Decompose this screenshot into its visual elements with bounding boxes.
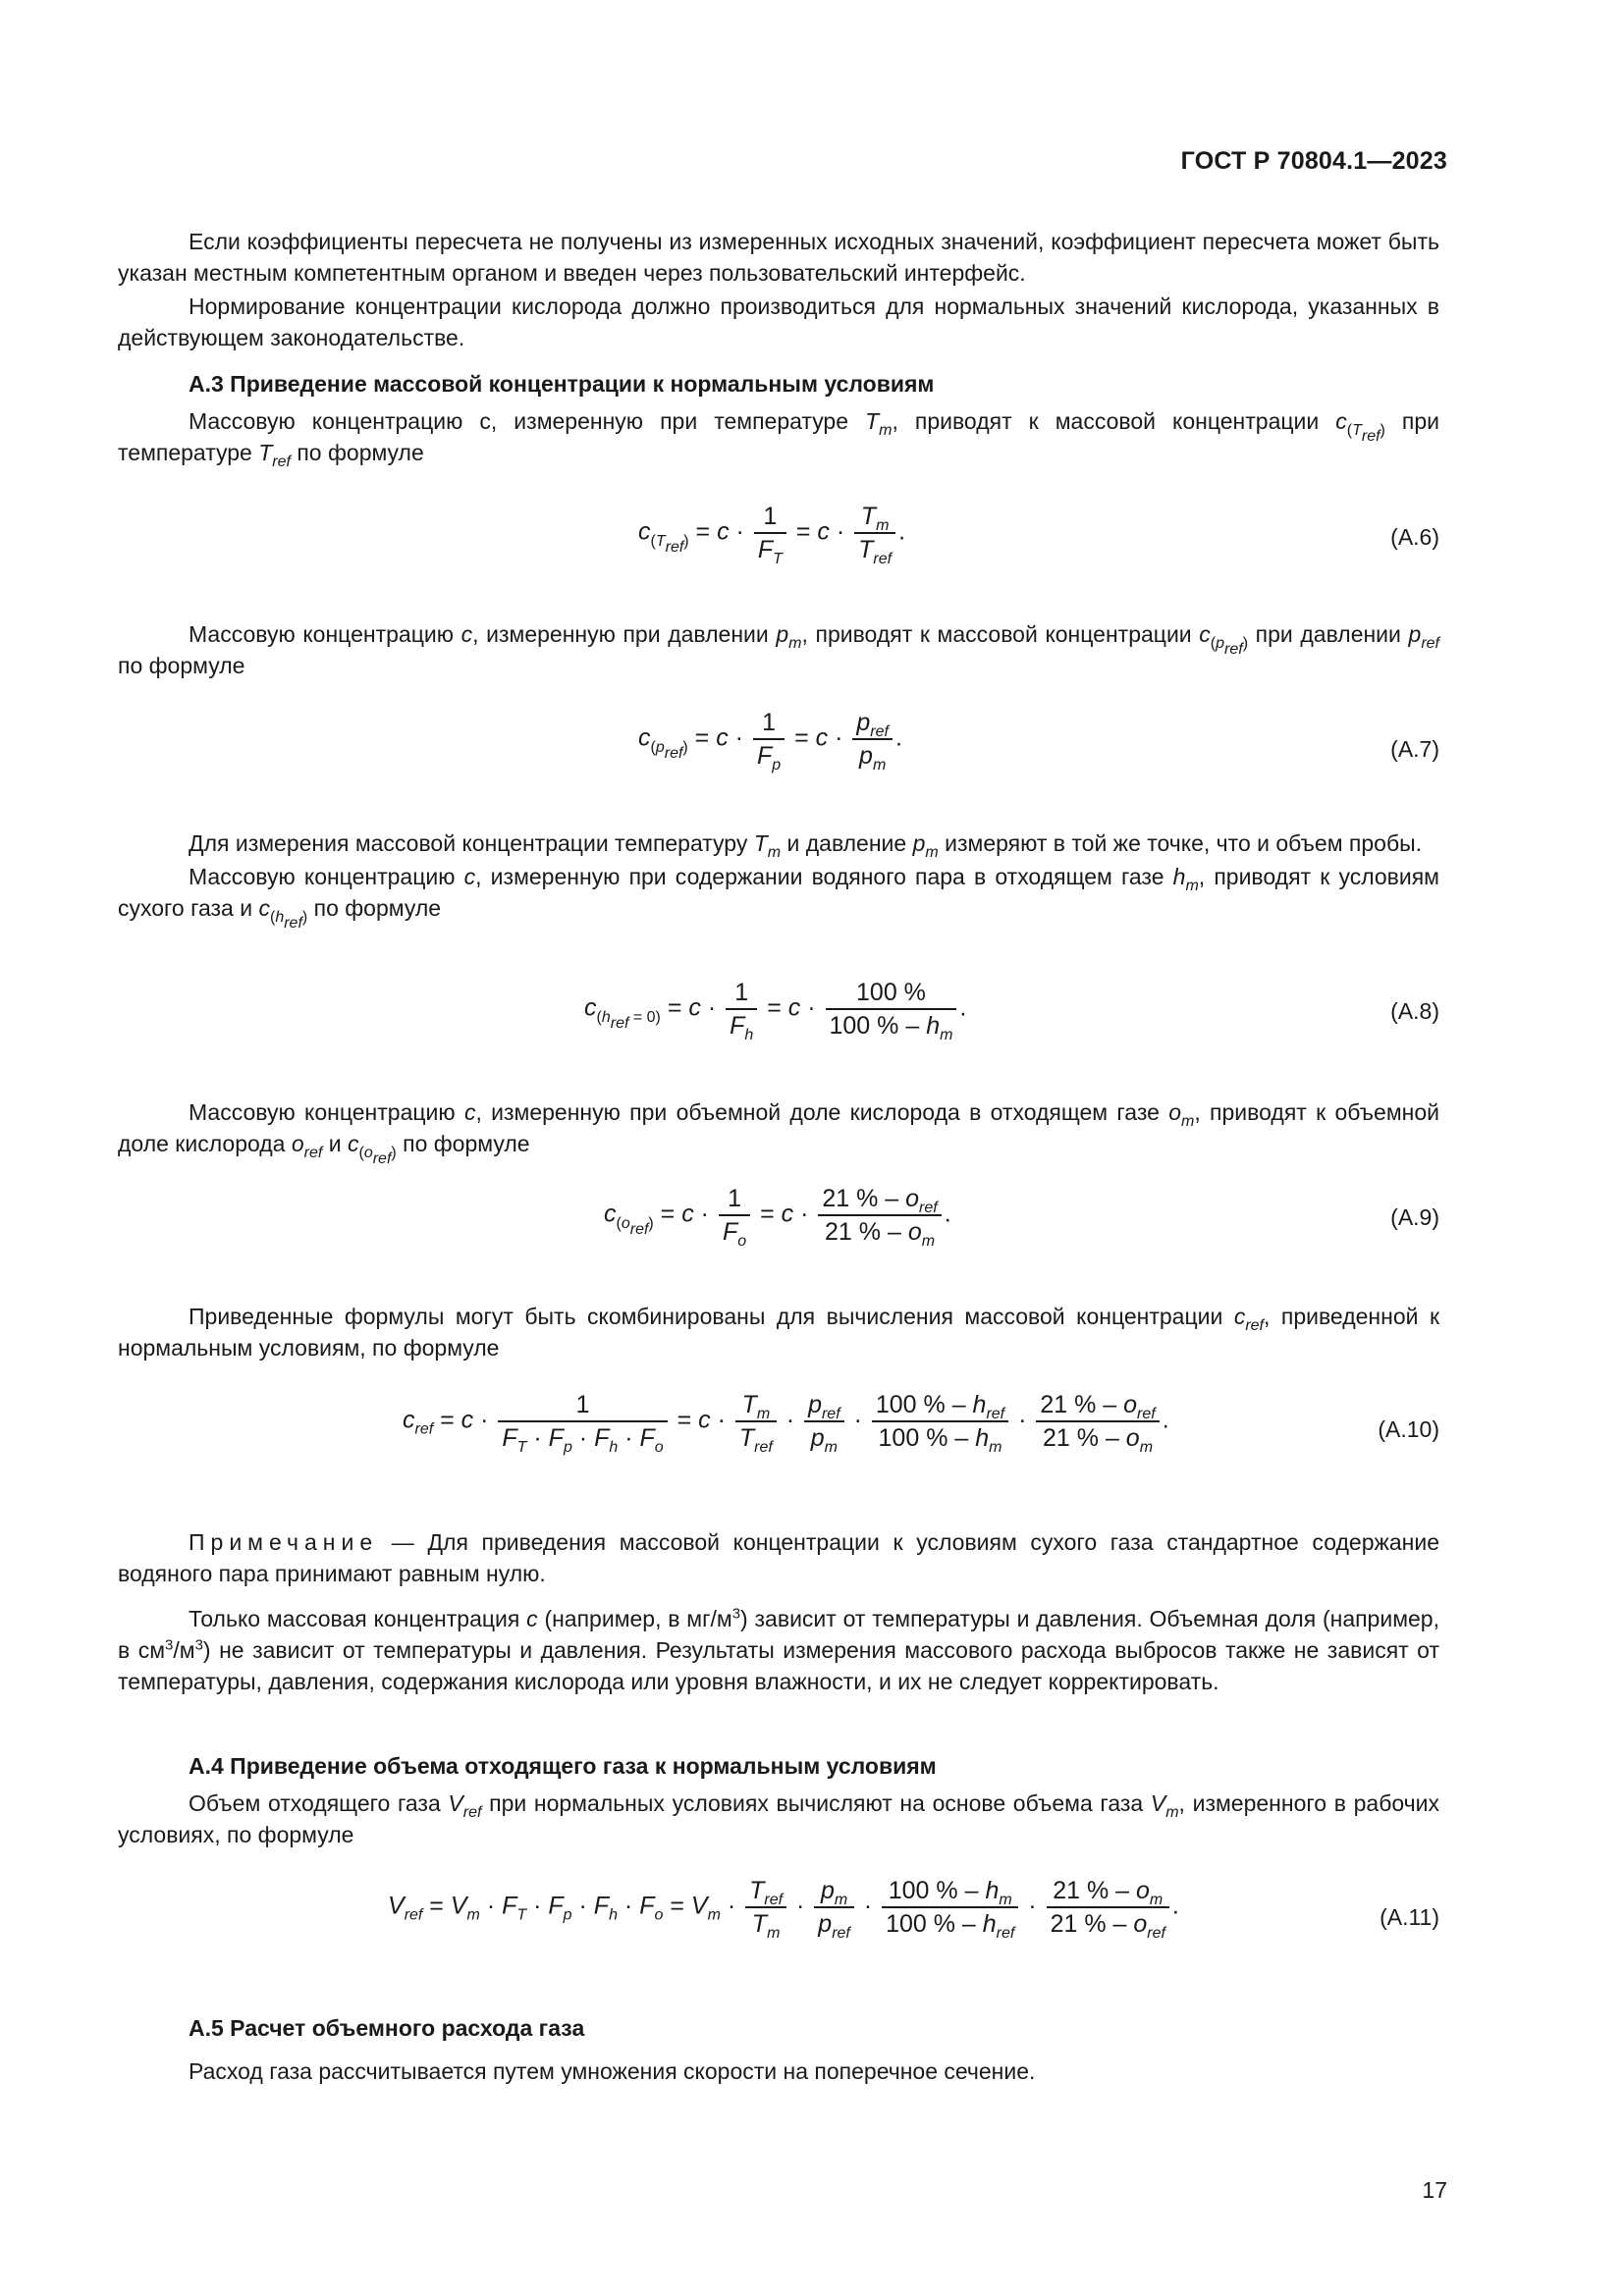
paragraph: Приведенные формулы могут быть скомбинированы для вычисления массовой концентрации $c_{ref}$, приведенной к нормальным условиям, по формуле	[118, 1304, 1440, 1361]
paragraph: Расход газа рассчитывается путем умножения скорости на поперечное сечение.	[189, 2058, 1036, 2084]
paragraph: Массовую концентрацию c, измеренную при объемной доле кислорода в отходящем газе $o_m$, приводят к объемной доле кислорода $o_{ref}$ и $c_{(o_{ref})}$ по формуле	[118, 1099, 1439, 1167]
paragraph: Объем отходящего газа $V_{ref}$ при нормальных условиях вычисляют на основе объема газа $V_m$, измеренного в рабочих условиях, по формуле	[118, 1790, 1439, 1847]
section-a5	[118, 2012, 1439, 2087]
formula-a11: $V_{ref} = V_m \cdot F_T \cdot F_p \cdot F_h \cdot F_o = V_m$ · $T_{ref}$ $T_m$ · $p_m$ $p_{ref}$ · 100 % – $h_m$ 100 % – $h_{ref}$ · 21 % – $o_m$ 21 % – $o_{ref}$ . (А.11)	[388, 1877, 1439, 1942]
paragraph: Массовую концентрацию с, измеренную при температуре $T_m$, приводят к массовой концентрации $c_{(T_{ref})}$ при температуре $T_{ref}$ по формуле	[118, 408, 1439, 470]
paragraph-block	[118, 828, 1439, 932]
paragraph-block	[118, 618, 1439, 681]
paragraph: Если коэффициенты пересчета не получены из измеренных исходных значений, коэффициент пересчета может быть указан местным компетентным органом и введен через пользовательский интерфейс.	[118, 229, 1439, 286]
paragraph-block	[118, 1096, 1439, 1167]
equation-number: (А.10)	[1378, 1416, 1439, 1442]
section-a3	[118, 368, 1439, 468]
paragraph: Массовую концентрацию c, измеренную при давлении $p_m$, приводят к массовой концентрации $c_{(p_{ref})}$ при давлении $p_{ref}$ по формуле	[118, 621, 1439, 678]
paragraph: Только массовая концентрация c (например, в $мг/м^3$) зависит от температуры и давления. Объемная доля (например, в $см^3/м^3$) не зависит от температуры и давления. Результаты измерения массового расхода выбросов также не зависят от температуры, давления, содержания кислорода или уровня влажности, и их не следует корректировать.	[118, 1605, 1439, 1694]
section-a4	[118, 1750, 1439, 1850]
equation-number: (А.6)	[1390, 524, 1439, 550]
note-label: Примечание	[189, 1529, 379, 1555]
formula-a8: $c_{(h_{ref} = 0)} = c$ · $\frac{1}{F_h}$ = c · $\frac{100 \%}{100 \% - h_m}$ . (А.8)	[584, 979, 1439, 1043]
paragraph-block	[118, 1301, 1439, 1363]
equation-number: (А.9)	[1390, 1204, 1439, 1230]
paragraph: Для измерения массовой концентрации температуру $T_m$ и давление $p_m$ измеряют в той же точке, что и объем пробы.	[189, 830, 1423, 861]
note: Примечание — Для приведения массовой концентрации к условиям сухого газа стандартное содержание водяного пара принимают равным нулю.	[118, 1529, 1439, 1586]
formula-a7: $c_{(p_{ref})} = c$ · $\frac{1}{F_p}$ = c · $p_{ref}$ $p_m$ . (А.7)	[638, 709, 1439, 774]
formula-a10: $c_{ref} = c$ · $\frac{1}{F_T \cdot F_p \cdot F_h \cdot F_o}$ = c · $T_m$ $T_{ref}$ · $p_{ref}$ $p_m$ · 100 % – $h_{ref}$ 100 % – $h_m$ · 21 % – $o_{ref}$ 21 % – $o_m$ . (А.10)	[403, 1391, 1439, 1456]
section-heading: А.5 Расчет объемного расхода газа	[189, 2015, 585, 2041]
page-number: 17	[1422, 2177, 1447, 2203]
equation-number: (А.7)	[1390, 736, 1439, 762]
equation-number: (А.11)	[1380, 1904, 1439, 1930]
intro-block	[118, 226, 1439, 353]
section-heading: А.4 Приведение объема отходящего газа к нормальным условиям	[189, 1753, 937, 1779]
paragraph: Массовую концентрацию c, измеренную при содержании водяного пара в отходящем газе $h_m$, приводят к условиям сухого газа и $c_{(h_{ref})}$ по формуле	[118, 864, 1439, 932]
formula-a9: $c_{(o_{ref})} = c$ · $\frac{1}{F_o}$ = c · 21 % – $o_{ref}$ 21 % – $o_m$ . (А.9)	[604, 1185, 1439, 1250]
note-block	[118, 1526, 1439, 1697]
section-heading: А.3 Приведение массовой концентрации к нормальным условиям	[189, 371, 935, 397]
paragraph: Нормирование концентрации кислорода должно производиться для нормальных значений кислорода, указанных в действующем законодательстве.	[118, 294, 1439, 350]
formula-a6: $c_{(T_{ref})} = c$ · $\frac{1}{F_T}$ = c · $T_m$ $T_{ref}$ . (А.6)	[638, 503, 1439, 567]
equation-number: (А.8)	[1390, 998, 1439, 1024]
document-id: ГОСТ Р 70804.1—2023	[1180, 147, 1447, 175]
